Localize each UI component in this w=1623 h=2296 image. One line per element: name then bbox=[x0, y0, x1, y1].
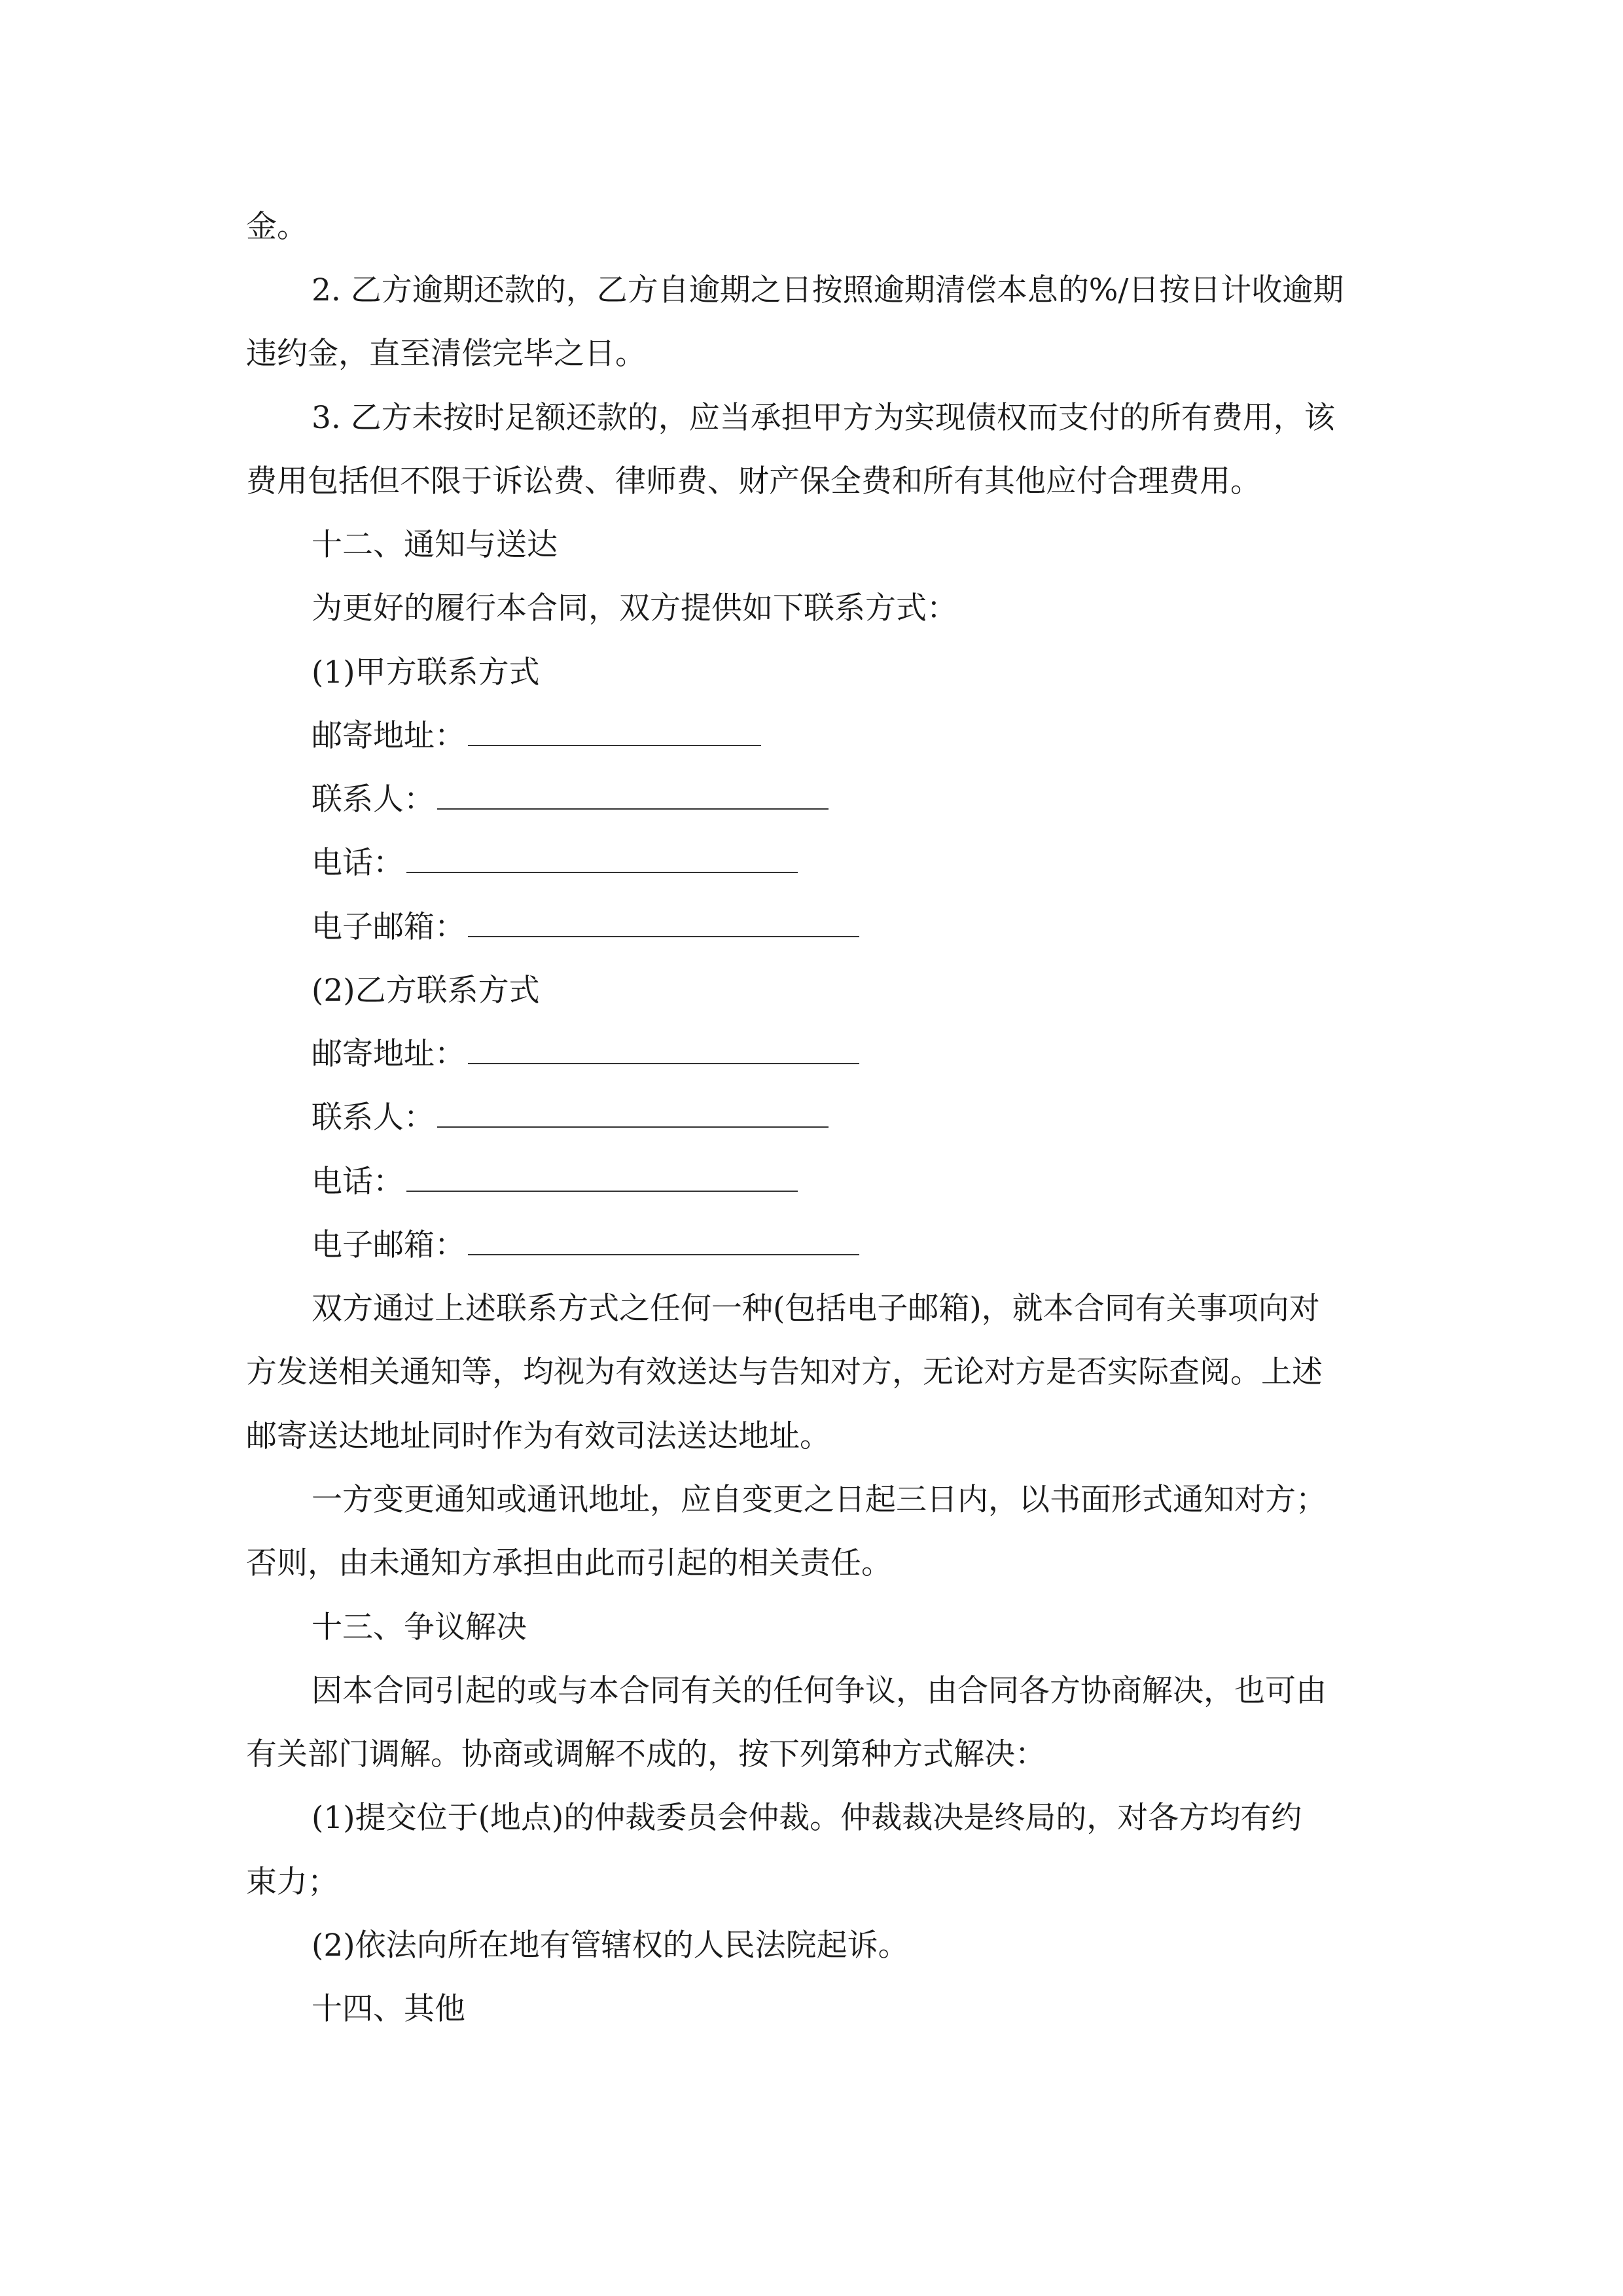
field-label: 电话： bbox=[312, 1164, 404, 1200]
party-b-contact bbox=[312, 1099, 829, 1137]
party-b-mail-address bbox=[312, 1035, 859, 1073]
field-label: 邮寄地址： bbox=[312, 1036, 465, 1072]
field-label: 联系人： bbox=[312, 1100, 435, 1136]
text-line: 一方变更通知或通讯地址，应自变更之日起三日内，以书面形式通知对方； bbox=[312, 1482, 1327, 1518]
field-label: 电话： bbox=[312, 845, 404, 881]
party-a-contact bbox=[312, 781, 829, 819]
party-a-heading: (1)甲方联系方式 bbox=[312, 655, 540, 691]
text-line: 为更好的履行本合同，双方提供如下联系方式： bbox=[312, 590, 957, 626]
phone-blank[interactable] bbox=[406, 1164, 798, 1192]
party-a-mail-address bbox=[312, 717, 761, 755]
section-heading: 十二、通知与送达 bbox=[312, 527, 558, 563]
text-line: 否则，由未通知方承担由此而引起的相关责任。 bbox=[246, 1545, 892, 1581]
party-b-phone bbox=[312, 1163, 798, 1201]
mail-address-blank[interactable] bbox=[468, 1037, 859, 1064]
text-line: 方发送相关通知等，均视为有效送达与告知对方，无论对方是否实际查阅。上述 bbox=[246, 1354, 1323, 1390]
text-line: 有关部门调解。协商或调解不成的，按下列第种方式解决： bbox=[246, 1736, 1046, 1772]
text-line: 因本合同引起的或与本合同有关的任何争议，由合同各方协商解决，也可由 bbox=[312, 1673, 1327, 1709]
text-line: 邮寄送达地址同时作为有效司法送达地址。 bbox=[246, 1418, 830, 1454]
party-b-heading: (2)乙方联系方式 bbox=[312, 973, 540, 1009]
text-line: (2)依法向所在地有管辖权的人民法院起诉。 bbox=[312, 1928, 909, 1964]
party-b-email bbox=[312, 1227, 859, 1265]
field-label: 电子邮箱： bbox=[312, 909, 465, 945]
field-label: 电子邮箱： bbox=[312, 1227, 465, 1263]
section-heading: 十四、其他 bbox=[312, 1991, 465, 2027]
contact-blank[interactable] bbox=[437, 1100, 829, 1128]
text-line: 双方通过上述联系方式之任何一种(包括电子邮箱)，就本合同有关事项向对 bbox=[312, 1291, 1320, 1327]
text-line: 3. 乙方未按时足额还款的，应当承担甲方为实现债权而支付的所有费用，该 bbox=[312, 400, 1335, 436]
field-label: 联系人： bbox=[312, 781, 435, 817]
section-heading: 十三、争议解决 bbox=[312, 1609, 527, 1645]
email-blank[interactable] bbox=[468, 1228, 859, 1255]
field-label: 邮寄地址： bbox=[312, 718, 465, 754]
text-line: (1)提交位于(地点)的仲裁委员会仲裁。仲裁裁决是终局的，对各方均有约 bbox=[312, 1800, 1302, 1836]
text-line: 费用包括但不限于诉讼费、律师费、财产保全费和所有其他应付合理费用。 bbox=[246, 463, 1261, 499]
party-a-phone bbox=[312, 844, 798, 882]
contact-blank[interactable] bbox=[437, 782, 829, 810]
phone-blank[interactable] bbox=[406, 846, 798, 873]
text-line: 金。 bbox=[246, 209, 308, 245]
text-line: 2. 乙方逾期还款的，乙方自逾期之日按照逾期清偿本息的%/日按日计收逾期 bbox=[312, 272, 1344, 308]
mail-address-blank[interactable] bbox=[468, 719, 761, 746]
party-a-email bbox=[312, 908, 859, 946]
email-blank[interactable] bbox=[468, 910, 859, 937]
text-line: 违约金，直至清偿完毕之日。 bbox=[246, 336, 646, 372]
text-line: 束力； bbox=[246, 1864, 338, 1900]
